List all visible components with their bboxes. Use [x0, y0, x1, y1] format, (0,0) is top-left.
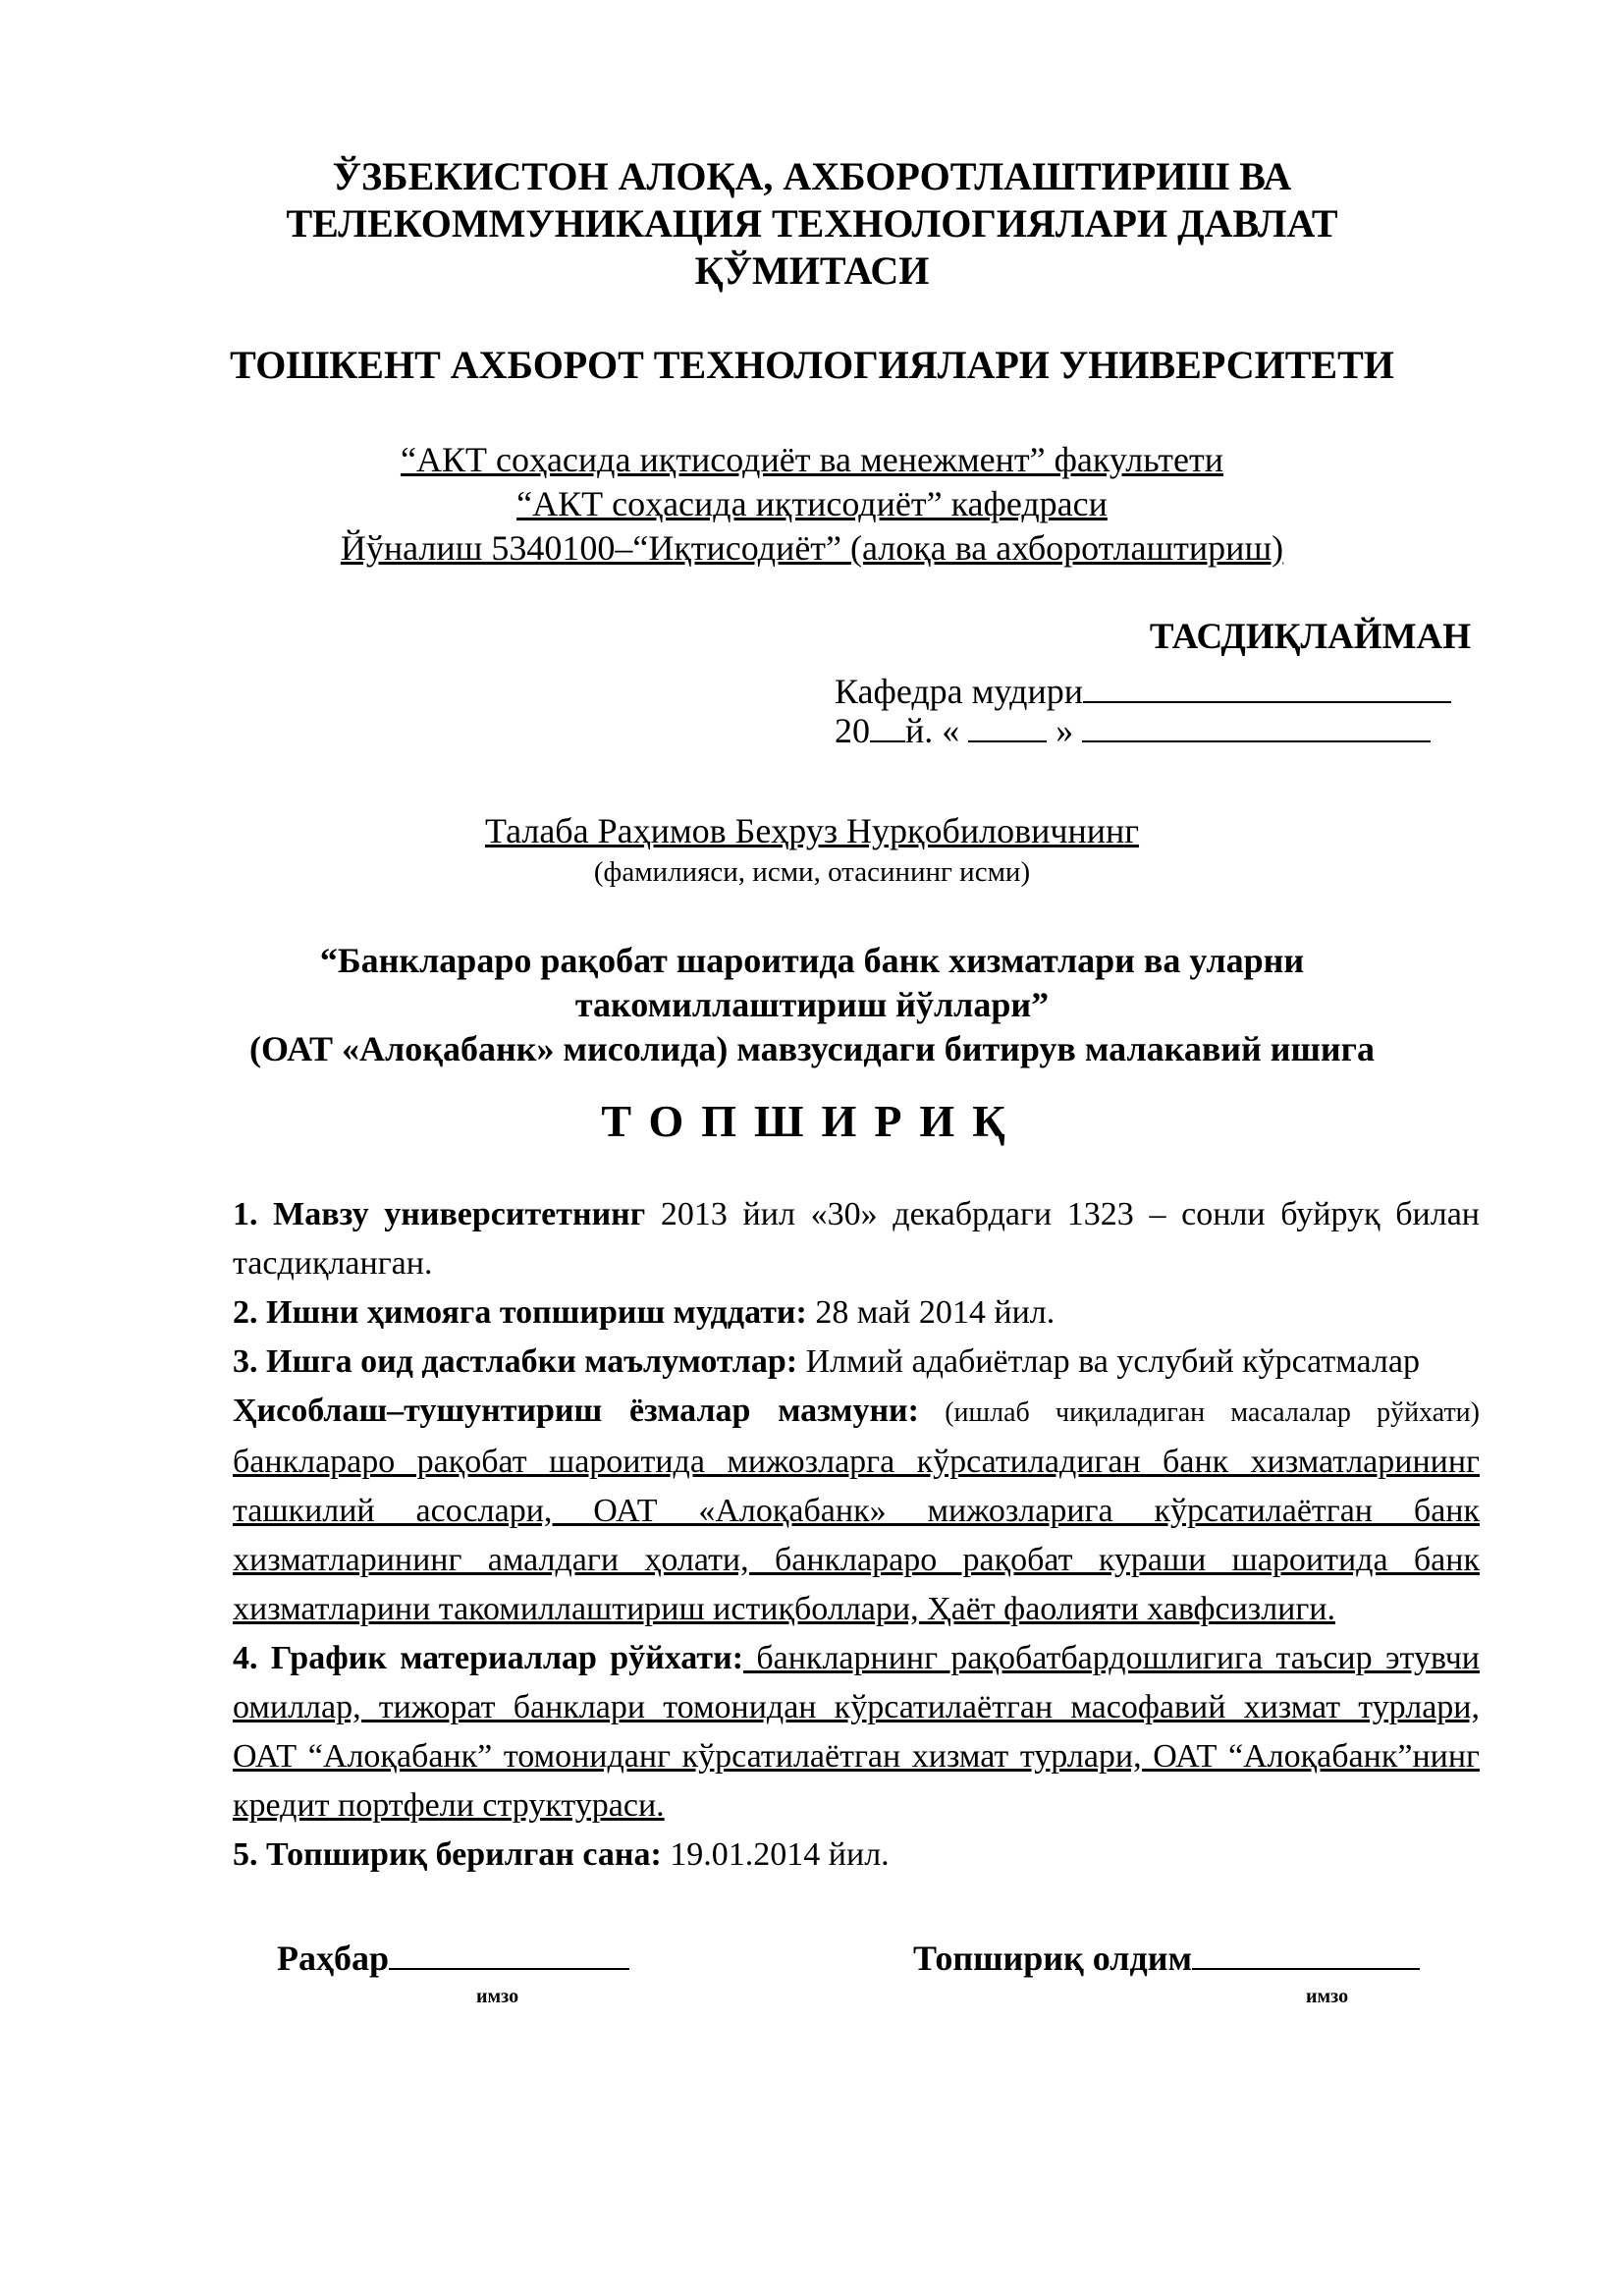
- item-4-label: 4. График материаллар рўйхати:: [233, 1640, 744, 1676]
- student-signature-blank: [1192, 1935, 1420, 1970]
- student-name-caption: (фамилияси, исми, отасининг исми): [593, 856, 1031, 888]
- month-blank: [1082, 707, 1431, 742]
- date-year-suffix: й. «: [905, 711, 960, 750]
- item-3: [233, 1338, 1480, 1387]
- department-head-label: Кафедра мудири: [835, 672, 1084, 711]
- item-5: [233, 1831, 1480, 1880]
- supervisor-signature: [277, 1935, 629, 1979]
- topic-line-1: “Банклараро рақобат шароитида банк хизматлари ва уларни: [319, 941, 1305, 980]
- department-head-line: [835, 668, 1451, 712]
- student-name: Талаба Раҳимов Беҳруз Нурқобиловичнинг: [484, 811, 1140, 850]
- faculty-line: “АКТ соҳасида иқтисодиёт ва менежмент” факультети: [400, 440, 1223, 479]
- direction-line: Йўналиш 5340100–“Иқтисодиёт” (алоқа ва ахборотлаштириш): [340, 528, 1284, 568]
- item-2-label: 2. Ишни ҳимояга топшириш муддати:: [233, 1294, 807, 1331]
- task-title: ТОПШИРИҚ: [601, 1096, 1023, 1146]
- item-1-text: 2013 йил «30» декабрдаги 1323 – сонли буйруқ билан тасдиқланган.: [233, 1196, 1480, 1282]
- item-4-text: банкларнинг рақобатбардошлигига таъсир этувчи омиллар, тижорат банклари томонидан кўрсатилаётган масофавий хизмат турлари, ОАТ “Алоқабанк” томониданг кўрсатилаётган хизмат турлари, ОАТ “Алоқабанк”нинг кредит портфели структураси.: [233, 1640, 1480, 1824]
- ministry-line-1: ЎЗБЕКИСТОН АЛОҚА, АХБОРОТЛАШТИРИШ ВА: [332, 154, 1292, 198]
- item-2: [233, 1288, 1480, 1338]
- approval-date-line: [835, 707, 1431, 751]
- year-blank: [870, 707, 905, 742]
- date-prefix: 20: [835, 711, 870, 750]
- supervisor-label: Раҳбар: [277, 1939, 390, 1978]
- task-items: [233, 1190, 1480, 1880]
- day-blank: [968, 707, 1047, 742]
- item-2-text: 28 май 2014 йил.: [806, 1294, 1056, 1331]
- date-close: »: [1056, 711, 1074, 750]
- head-signature-blank: [1083, 668, 1451, 703]
- calc-section: [233, 1387, 1480, 1634]
- supervisor-signature-caption: имзо: [476, 1986, 519, 2007]
- supervisor-signature-blank: [389, 1935, 629, 1970]
- student-signature-caption: имзо: [1306, 1986, 1349, 2007]
- ministry-line-3: ҚЎМИТАСИ: [694, 248, 930, 293]
- student-signature: [913, 1935, 1420, 1979]
- calc-label: Ҳисоблаш–тушунтириш ёзмалар мазмуни:: [233, 1393, 919, 1429]
- item-5-text: 19.01.2014 йил.: [661, 1836, 890, 1873]
- faculty-block: [0, 438, 1624, 571]
- item-5-label: 5. Топшириқ берилган сана:: [233, 1836, 662, 1873]
- item-1: [233, 1190, 1480, 1288]
- calc-note: (ишлаб чиқиладиган масалалар рўйхати): [918, 1397, 1480, 1428]
- department-line: “АКТ соҳасида иқтисодиёт” кафедраси: [516, 484, 1108, 523]
- received-label: Топшириқ олдим: [913, 1939, 1192, 1978]
- item-3-text: Илмий адабиётлар ва услубий кўрсатмалар: [797, 1343, 1420, 1380]
- university-heading: ТОШКЕНТ АХБОРОТ ТЕХНОЛОГИЯЛАРИ УНИВЕРСИТЕТИ: [230, 343, 1394, 387]
- item-1-label: 1. Мавзу университетнинг: [233, 1196, 646, 1232]
- topic-line-2: такомиллаштириш йўллари”: [574, 985, 1050, 1024]
- calc-text: банклараро рақобат шароитида мижозларга кўрсатиладиган банк хизматларининг ташкилий асослари, ОАТ «Алоқабанк» мижозларига кўрсатилаётган банк хизматларининг амалдаги ҳолати, банклараро рақобат кураши шароитида банк хизматларини такомиллаштириш истиқболлари, Ҳаёт фаолияти хавфсизлиги.: [233, 1444, 1480, 1627]
- approval-title: ТАСДИҚЛАЙМАН: [1149, 617, 1471, 657]
- ministry-heading: [0, 153, 1624, 295]
- topic-line-3: (ОАТ «Алоқабанк» мисолида) мавзусидаги битирув малакавий ишига: [248, 1029, 1375, 1068]
- item-4: [233, 1634, 1480, 1831]
- thesis-topic: [0, 939, 1624, 1071]
- item-3-label: 3. Ишга оид дастлабки маълумотлар:: [233, 1343, 798, 1380]
- ministry-line-2: ТЕЛЕКОММУНИКАЦИЯ ТЕХНОЛОГИЯЛАРИ ДАВЛАТ: [286, 201, 1338, 246]
